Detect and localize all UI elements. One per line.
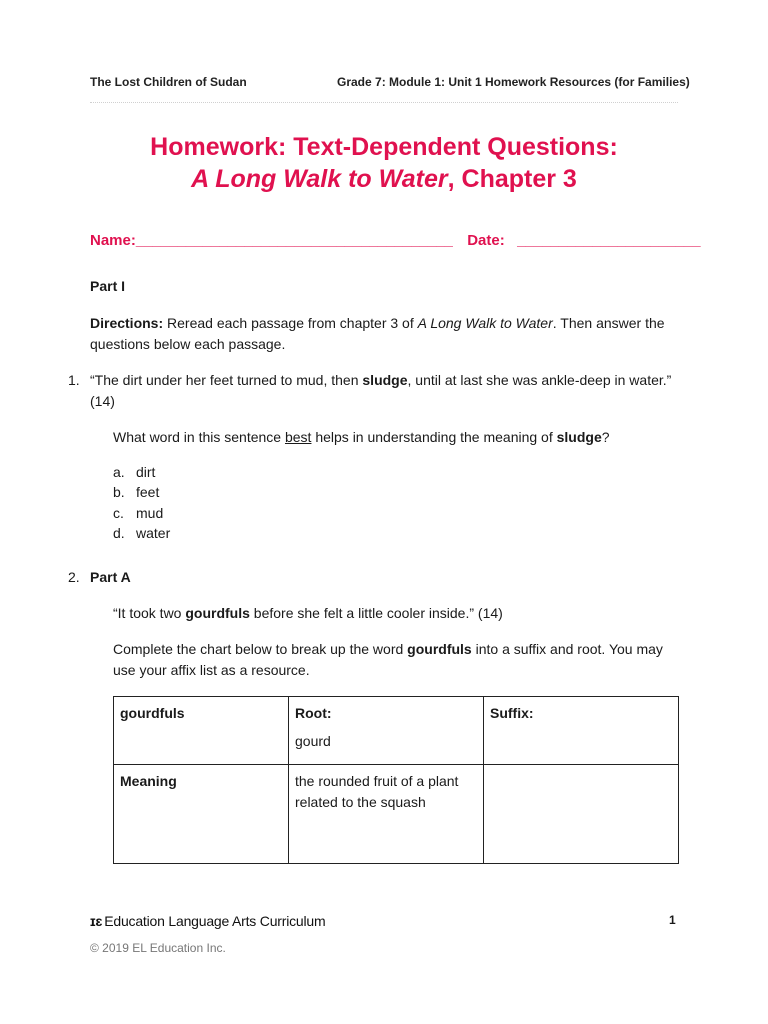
option-text: feet [136,484,160,500]
directions-text-1: Reread each passage from chapter 3 of [163,315,418,331]
prompt-end: ? [601,429,610,445]
chart-suffix-cell[interactable] [484,697,679,765]
option-text: mud [136,505,164,521]
chart-word-cell: gourdfuls [114,697,289,765]
question-2-instructions [113,639,679,681]
quote-text-end: before she felt a little cooler inside.” (14) [249,605,503,621]
name-field[interactable]: ______________________________________ [135,232,453,249]
instr-vocab-word: gourdfuls [407,641,472,657]
footer-logo [90,913,325,929]
el-logo-icon: ɪɛ [90,913,103,929]
date-field[interactable]: ______________________ [517,232,701,249]
page-number: 1 [669,913,676,927]
option-letter: d. [113,525,125,541]
page-title-line1: Homework: Text-Dependent Questions: [150,133,618,161]
chart-root-cell [289,697,484,765]
book-title: A Long Walk to Water [191,165,448,193]
word-analysis-chart [113,696,679,864]
question-1-prompt [113,427,679,448]
quote-text-end: , until at last she was ankle-deep in water.” (14) [90,372,672,409]
quote-text: “It took two [113,605,186,621]
copyright: © 2019 EL Education Inc. [90,941,226,955]
name-date-row [90,232,701,249]
directions-book-title: A Long Walk to Water [417,315,553,331]
option-letter: b. [113,484,125,500]
chart-root-value: gourd [295,733,331,749]
directions-label: Directions: [90,315,164,331]
option-text: water [136,525,171,541]
vocab-word-gourdfuls: gourdfuls [185,605,250,621]
option-text: dirt [136,464,156,480]
running-header-left: The Lost Children of Sudan [90,75,247,89]
prompt-text: What word in this sentence [113,429,285,445]
prompt-vocab-word: sludge [556,429,602,445]
page-title-line2 [0,164,768,195]
chart-suffix-meaning[interactable] [484,765,679,864]
instr-text: Complete the chart below to break up the word [113,641,408,657]
chart-meaning-label: Meaning [114,765,289,864]
option-a[interactable] [113,462,155,482]
chart-suffix-label: Suffix: [490,705,534,721]
chapter-label: , Chapter 3 [447,165,577,193]
directions [90,313,680,355]
footer-logo-text: Education Language Arts Curriculum [104,913,326,929]
instr-text-end: into a suffix and root. You may use your affix list as a resource. [113,641,663,678]
part-one-heading: Part I [90,278,126,294]
question-1-number: 1. [68,372,80,388]
question-2-number: 2. [68,569,80,585]
date-label: Date: [467,232,505,249]
option-d[interactable] [113,523,170,543]
option-letter: a. [113,464,125,480]
directions-text-2: . Then answer the questions below each passage. [90,315,665,352]
prompt-emphasis: best [284,429,312,445]
name-label: Name: [90,232,136,249]
question-1-quote [90,370,680,412]
header-divider [90,102,678,103]
question-2-part-a: Part A [90,569,131,585]
prompt-text-2: helps in understanding the meaning of [311,429,557,445]
option-c[interactable] [113,503,163,523]
quote-text: “The dirt under her feet turned to mud, then [90,372,363,388]
chart-root-label: Root: [295,705,332,721]
chart-root-meaning: the rounded fruit of a plant related to the squash [289,765,484,864]
option-b[interactable] [113,482,159,502]
option-letter: c. [113,505,124,521]
question-2-quote [113,603,679,624]
running-header-right: Grade 7: Module 1: Unit 1 Homework Resources (for Families) [337,75,690,89]
vocab-word-sludge: sludge [362,372,408,388]
